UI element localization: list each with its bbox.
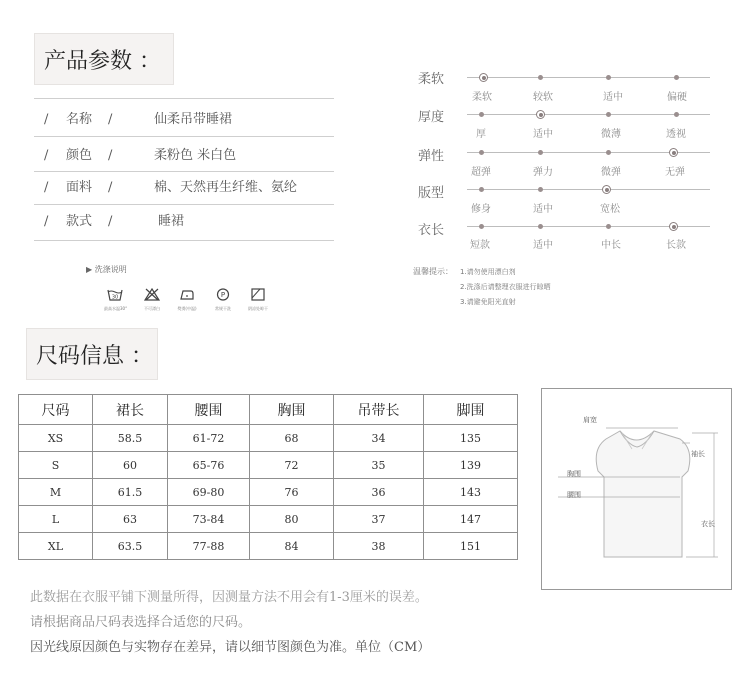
attr-elasticity-dot-3	[669, 148, 678, 157]
attr-elasticity-option: 超弹	[471, 167, 491, 178]
attr-thickness-dot-0	[479, 112, 484, 117]
garment-sketch	[542, 389, 731, 589]
attr-elasticity-dot-2	[606, 150, 611, 155]
product-params-title-text: 产品参数 ：	[44, 48, 161, 74]
table-cell: 84	[250, 533, 334, 560]
attr-length-label: 衣长	[418, 223, 445, 238]
attr-softness-option: 柔软	[472, 92, 492, 103]
attr-elasticity-option: 无弹	[665, 167, 685, 178]
attr-elasticity-label: 弹性	[418, 149, 445, 164]
slash: /	[44, 112, 49, 127]
svg-text:P: P	[220, 291, 226, 299]
size-info-title-text: 尺码信息 ：	[36, 343, 153, 369]
table-header: 腰围	[168, 395, 250, 425]
param-label: 面料	[66, 180, 93, 195]
param-value: 仙柔吊带睡裙	[154, 112, 233, 127]
table-cell: 135	[424, 425, 518, 452]
play-icon: ▶	[86, 265, 93, 274]
param-value: 柔粉色 米白色	[154, 148, 237, 163]
attr-fit-dot-0	[479, 187, 484, 192]
table-row	[19, 425, 518, 452]
table-cell: 61-72	[168, 425, 250, 452]
attr-thickness-option: 微薄	[601, 129, 621, 140]
table-cell: 63.5	[93, 533, 168, 560]
divider	[34, 204, 334, 205]
table-cell: 68	[250, 425, 334, 452]
table-header: 裙长	[93, 395, 168, 425]
slash: /	[44, 214, 49, 229]
wash-title-text: 洗涤说明	[94, 265, 127, 274]
table-cell: 77-88	[168, 533, 250, 560]
param-value: 棉、天然再生纤维、氨纶	[154, 180, 298, 195]
label-chest: 胸围	[567, 470, 581, 478]
table-cell: 73-84	[168, 506, 250, 533]
product-params-title	[34, 33, 174, 85]
label-length: 衣长	[701, 520, 715, 528]
table-cell: S	[19, 452, 93, 479]
table-header: 脚围	[424, 395, 518, 425]
table-cell: 36	[334, 479, 424, 506]
table-cell: 69-80	[168, 479, 250, 506]
table-cell: 58.5	[93, 425, 168, 452]
no-bleach-icon	[141, 286, 163, 312]
table-cell: 151	[424, 533, 518, 560]
attr-thickness-dot-2	[606, 112, 611, 117]
table-cell: 139	[424, 452, 518, 479]
attr-elasticity-option: 弹力	[533, 167, 553, 178]
param-label: 款式	[66, 214, 93, 229]
size-info-title	[26, 328, 158, 380]
note-line: 因光线原因颜色与实物存在差异，请以细节图颜色为准。单位（CM）	[30, 640, 431, 655]
attr-elasticity-option: 微弹	[601, 167, 621, 178]
slash: /	[108, 148, 113, 163]
tips-line: 3.请避免阳光直射	[460, 298, 516, 306]
label-shoulder: 肩宽	[583, 416, 597, 424]
param-label: 名称	[66, 112, 93, 127]
tips-line: 1.请勿使用漂白剂	[460, 268, 516, 276]
slash: /	[108, 214, 113, 229]
table-header: 胸围	[250, 395, 334, 425]
attr-thickness-option: 厚	[476, 129, 486, 140]
table-cell: 143	[424, 479, 518, 506]
slash: /	[108, 112, 113, 127]
attr-length-option: 适中	[533, 240, 553, 251]
attr-elasticity-dot-1	[538, 150, 543, 155]
table-cell: L	[19, 506, 93, 533]
note-line: 此数据在衣服平铺下测量所得，因测量方法不用会有1-3厘米的误差。	[30, 590, 428, 605]
table-cell: 80	[250, 506, 334, 533]
wash-30-icon	[104, 286, 126, 312]
attr-length-option: 短款	[470, 240, 490, 251]
table-row	[19, 452, 518, 479]
attr-softness-option: 偏硬	[667, 92, 687, 103]
tips-label: 温馨提示：	[413, 267, 453, 276]
attr-elasticity-dot-0	[479, 150, 484, 155]
label-waist: 腰围	[567, 491, 581, 499]
table-cell: 76	[250, 479, 334, 506]
attr-length-option: 中长	[601, 240, 621, 251]
table-cell: 147	[424, 506, 518, 533]
care-label: 常规干洗	[215, 306, 231, 311]
attr-length-dot-3	[669, 222, 678, 231]
table-cell: 65-76	[168, 452, 250, 479]
attr-softness-dot-2	[606, 75, 611, 80]
table-cell: 63	[93, 506, 168, 533]
care-label: 不可漂白	[144, 306, 160, 311]
attr-softness-option: 较软	[533, 92, 553, 103]
attr-fit-option: 修身	[471, 204, 491, 215]
table-header: 尺码	[19, 395, 93, 425]
dry-clean-icon	[212, 286, 234, 312]
care-label: 熨烫(中温)	[177, 306, 197, 311]
attr-fit-track	[467, 189, 710, 190]
attr-fit-dot-1	[538, 187, 543, 192]
iron-icon	[176, 286, 198, 312]
attr-thickness-label: 厚度	[418, 110, 445, 125]
table-cell: 72	[250, 452, 334, 479]
attr-length-dot-1	[538, 224, 543, 229]
table-row	[19, 479, 518, 506]
divider	[34, 171, 334, 172]
care-label: 阴凉处晾干	[248, 306, 268, 311]
measurement-diagram	[541, 388, 732, 590]
attr-length-dot-0	[479, 224, 484, 229]
svg-text:30: 30	[111, 294, 119, 301]
divider	[34, 136, 334, 137]
attr-fit-label: 版型	[418, 186, 445, 201]
note-line: 请根据商品尺码表选择合适您的尺码。	[30, 615, 252, 630]
attr-length-dot-2	[606, 224, 611, 229]
slash: /	[44, 148, 49, 163]
table-cell: 60	[93, 452, 168, 479]
table-header-row	[19, 395, 518, 425]
table-row	[19, 533, 518, 560]
table-header: 吊带长	[334, 395, 424, 425]
attr-thickness-option: 适中	[533, 129, 553, 140]
table-cell: 61.5	[93, 479, 168, 506]
attr-thickness-dot-1	[536, 110, 545, 119]
attr-fit-option: 宽松	[600, 204, 620, 215]
attr-thickness-dot-3	[674, 112, 679, 117]
care-label: 最高水温30°	[104, 306, 128, 311]
attr-fit-dot-2	[602, 185, 611, 194]
wash-title	[86, 264, 127, 275]
attr-softness-option: 适中	[603, 92, 623, 103]
size-table	[18, 394, 518, 560]
tips-line: 2.洗涤后请整理衣服进行晾晒	[460, 283, 551, 291]
table-cell: XS	[19, 425, 93, 452]
label-sleeve: 袖长	[691, 450, 705, 458]
shade-dry-icon	[247, 286, 269, 312]
table-cell: 34	[334, 425, 424, 452]
attr-softness-dot-0	[479, 73, 488, 82]
attr-length-option: 长款	[666, 240, 686, 251]
table-cell: 37	[334, 506, 424, 533]
table-row	[19, 506, 518, 533]
attr-thickness-option: 透视	[666, 129, 686, 140]
slash: /	[44, 180, 49, 195]
param-label: 颜色	[66, 148, 93, 163]
param-value: 睡裙	[158, 214, 185, 229]
attr-fit-option: 适中	[533, 204, 553, 215]
attr-softness-dot-3	[674, 75, 679, 80]
divider	[34, 98, 334, 99]
table-cell: 38	[334, 533, 424, 560]
table-cell: M	[19, 479, 93, 506]
attr-softness-dot-1	[538, 75, 543, 80]
table-cell: XL	[19, 533, 93, 560]
slash: /	[108, 180, 113, 195]
divider	[34, 240, 334, 241]
table-cell: 35	[334, 452, 424, 479]
attr-softness-label: 柔软	[418, 72, 445, 87]
